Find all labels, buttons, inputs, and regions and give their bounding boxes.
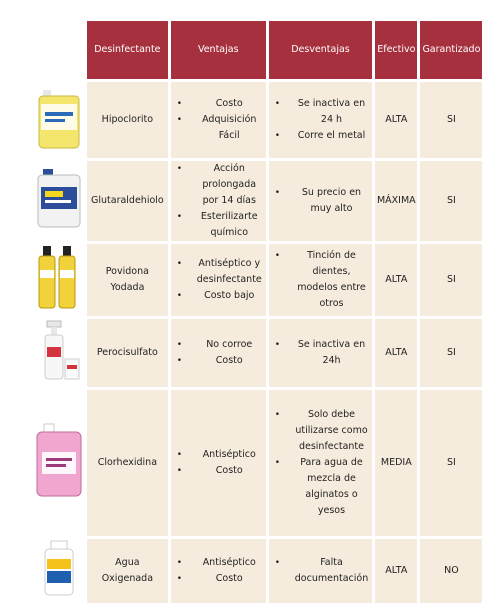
disinfectant-name: Povidona Yodada xyxy=(87,244,168,316)
table-row xyxy=(34,390,482,536)
advantages-cell xyxy=(171,161,266,241)
advantages-cell xyxy=(171,390,266,536)
advantage-item: • Costo xyxy=(197,463,262,479)
disinfectant-name: Clorhexidina xyxy=(87,390,168,536)
disinfectant-name: Hipoclorito xyxy=(87,82,168,158)
disadvantage-item: • Solo debe utilizarse como desinfectante xyxy=(295,407,368,455)
header-disinfectant: Desinfectante xyxy=(87,21,168,79)
product-image-cell xyxy=(34,161,84,241)
effective-cell: ALTA xyxy=(375,539,417,603)
disadvantage-item: • Para agua de mezcla de alginatos o yesos xyxy=(295,455,368,519)
disadvantages-cell xyxy=(269,244,372,316)
guaranteed-cell: SI xyxy=(420,244,482,316)
advantage-item: • Costo xyxy=(197,353,262,369)
perocisulfato-spray-icon xyxy=(35,319,83,381)
advantage-item: • Acción prolongada por 14 días xyxy=(197,161,262,209)
disinfectant-table xyxy=(31,18,485,606)
table-header-row xyxy=(34,21,482,79)
image-column-header xyxy=(34,21,84,79)
disadvantages-cell xyxy=(269,82,372,158)
disadvantages-cell xyxy=(269,319,372,387)
clorhexidina-jug-icon xyxy=(34,422,84,498)
product-image-cell xyxy=(34,539,84,603)
effective-cell: ALTA xyxy=(375,319,417,387)
advantages-cell xyxy=(171,244,266,316)
disadvantages-cell xyxy=(269,390,372,536)
hipoclorito-bottle-icon xyxy=(35,84,83,150)
product-image-cell xyxy=(34,82,84,158)
disadvantage-item: • Se inactiva en 24 h xyxy=(295,96,368,128)
advantage-item: • Antiséptico xyxy=(197,447,262,463)
effective-cell: MEDIA xyxy=(375,390,417,536)
table-row xyxy=(34,161,482,241)
effective-cell: ALTA xyxy=(375,82,417,158)
disadvantage-item: • Tinción de dientes, modelos entre otros xyxy=(295,248,368,312)
guaranteed-cell: SI xyxy=(420,82,482,158)
advantages-cell xyxy=(171,539,266,603)
advantages-cell xyxy=(171,319,266,387)
disinfectant-name: Perocisulfato xyxy=(87,319,168,387)
table-row xyxy=(34,319,482,387)
advantages-cell xyxy=(171,82,266,158)
advantage-item: • Costo bajo xyxy=(197,288,262,304)
disadvantages-cell xyxy=(269,161,372,241)
disadvantage-item: • Se inactiva en 24h xyxy=(295,337,368,369)
header-effective: Efectivo xyxy=(375,21,417,79)
effective-cell: ALTA xyxy=(375,244,417,316)
guaranteed-cell: SI xyxy=(420,161,482,241)
advantage-item: • Costo xyxy=(197,571,262,587)
product-image-cell xyxy=(34,244,84,316)
agua-oxigenada-bottle-icon xyxy=(39,539,79,597)
disadvantage-item: • Falta documentación xyxy=(295,555,368,587)
advantage-item: • Antiséptico y desinfectante xyxy=(197,256,262,288)
advantage-item: • No corroe xyxy=(197,337,262,353)
effective-cell: MÁXIMA xyxy=(375,161,417,241)
disadvantage-item: • Corre el metal xyxy=(295,128,368,144)
table-row xyxy=(34,539,482,603)
table-row xyxy=(34,82,482,158)
guaranteed-cell: SI xyxy=(420,390,482,536)
advantage-item: • Adquisición Fácil xyxy=(197,112,262,144)
table-row xyxy=(34,244,482,316)
glutaraldehido-jug-icon xyxy=(35,167,83,229)
disadvantage-item: • Su precio en muy alto xyxy=(295,185,368,217)
guaranteed-cell: NO xyxy=(420,539,482,603)
guaranteed-cell: SI xyxy=(420,319,482,387)
advantage-item: • Costo xyxy=(197,96,262,112)
header-guaranteed: Garantizado xyxy=(420,21,482,79)
disinfectant-name: Agua Oxigenada xyxy=(87,539,168,603)
product-image-cell xyxy=(34,319,84,387)
advantage-item: • Antiséptico xyxy=(197,555,262,571)
product-image-cell xyxy=(34,390,84,536)
povidona-bottles-icon xyxy=(35,244,83,310)
header-advantages: Ventajas xyxy=(171,21,266,79)
disinfectant-name: Glutaraldehiolo xyxy=(87,161,168,241)
header-disadvantages: Desventajas xyxy=(269,21,372,79)
disadvantages-cell xyxy=(269,539,372,603)
advantage-item: • Esterilizarte químico xyxy=(197,209,262,241)
